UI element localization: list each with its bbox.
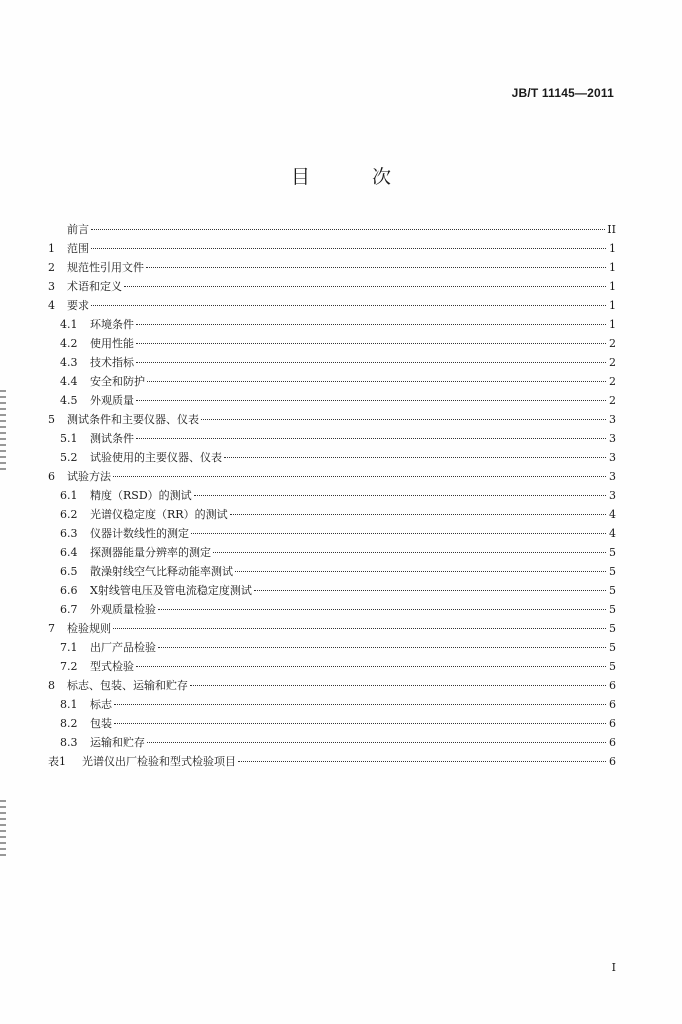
toc-leader-dots <box>136 324 606 325</box>
toc-entry-label: 安全和防护 <box>90 375 145 388</box>
toc-entry-page: 3 <box>609 470 616 483</box>
toc-entry-label: 包装 <box>90 717 112 730</box>
toc-entry[interactable] <box>48 657 616 676</box>
toc-entry-page: 2 <box>609 356 616 369</box>
toc-entry-number: 4.4 <box>60 375 78 388</box>
toc-entry-number: 1 <box>48 242 55 255</box>
toc-entry-number: 4 <box>48 299 55 312</box>
toc-entry-number: 6.7 <box>60 603 78 616</box>
toc-entry[interactable] <box>48 429 616 448</box>
toc-entry-label: X射线管电压及管电流稳定度测试 <box>90 584 252 597</box>
toc-entry[interactable] <box>48 258 616 277</box>
toc-entry[interactable] <box>48 372 616 391</box>
toc-leader-dots <box>91 229 605 230</box>
toc-entry-number: 5.2 <box>60 451 78 464</box>
toc-entry-label: 型式检验 <box>90 660 134 673</box>
toc-entry-label: 运输和贮存 <box>90 736 145 749</box>
toc-entry-number: 4.2 <box>60 337 78 350</box>
toc-entry[interactable] <box>48 277 616 296</box>
toc-leader-dots <box>124 286 606 287</box>
toc-entry-number: 7.2 <box>60 660 78 673</box>
standard-code: JB/T 11145—2011 <box>511 86 614 100</box>
toc-entry[interactable] <box>48 562 616 581</box>
toc-entry-page: 2 <box>609 337 616 350</box>
toc-entry[interactable] <box>48 505 616 524</box>
toc-entry-label: 测试条件 <box>90 432 134 445</box>
toc-entry-page: II <box>607 223 616 236</box>
toc-entry-label: 散澡射线空气比释动能率测试 <box>90 565 233 578</box>
toc-entry[interactable] <box>48 448 616 467</box>
toc-entry-page: 3 <box>609 489 616 502</box>
toc-leader-dots <box>194 495 606 496</box>
toc-entry[interactable] <box>48 220 616 239</box>
toc-leader-dots <box>158 609 606 610</box>
toc-entry-number: 6 <box>48 470 55 483</box>
toc-entry-label: 检验规则 <box>67 622 111 635</box>
toc-entry-page: 1 <box>609 280 616 293</box>
toc-leader-dots <box>114 723 606 724</box>
toc-entry-label: 规范性引用文件 <box>67 261 144 274</box>
toc-leader-dots <box>113 476 606 477</box>
toc-entry-label: 技术指标 <box>90 356 134 369</box>
toc-entry-number: 3 <box>48 280 55 293</box>
toc-entry-number: 8.2 <box>60 717 78 730</box>
toc-entry-number: 5 <box>48 413 55 426</box>
toc-entry-page: 3 <box>609 432 616 445</box>
toc-entry-number: 7.1 <box>60 641 78 654</box>
toc-leader-dots <box>91 305 606 306</box>
toc-leader-dots <box>238 761 606 762</box>
toc-leader-dots <box>136 438 606 439</box>
toc-leader-dots <box>114 704 606 705</box>
toc-entry-label: 范围 <box>67 242 89 255</box>
toc-leader-dots <box>136 343 606 344</box>
toc-entry-number: 6.2 <box>60 508 78 521</box>
toc-entry[interactable] <box>48 714 616 733</box>
toc-entry-page: 5 <box>609 603 616 616</box>
toc-entry-page: 3 <box>609 413 616 426</box>
toc-entry[interactable] <box>48 239 616 258</box>
toc-entry-label: 术语和定义 <box>67 280 122 293</box>
toc-entry-page: 2 <box>609 375 616 388</box>
toc-entry[interactable] <box>48 467 616 486</box>
toc-entry-page: 6 <box>609 698 616 711</box>
toc-leader-dots <box>158 647 606 648</box>
toc-entry-label: 探测器能量分辨率的测定 <box>90 546 211 559</box>
toc-leader-dots <box>213 552 606 553</box>
toc-entry[interactable] <box>48 353 616 372</box>
toc-entry[interactable] <box>48 410 616 429</box>
toc-entry-number: 6.1 <box>60 489 78 502</box>
toc-entry-page: 4 <box>609 527 616 540</box>
toc-entry-label: 标志 <box>90 698 112 711</box>
toc-entry-label: 试验方法 <box>67 470 111 483</box>
toc-entry-number: 6.4 <box>60 546 78 559</box>
toc-entry[interactable] <box>48 296 616 315</box>
toc-entry-label: 前言 <box>67 223 89 236</box>
toc-entry[interactable] <box>48 676 616 695</box>
toc-entry[interactable] <box>48 391 616 410</box>
toc-entry[interactable] <box>48 752 616 771</box>
toc-entry-label: 试验使用的主要仪器、仪表 <box>90 451 222 464</box>
toc-leader-dots <box>136 666 606 667</box>
toc-entry-label: 仪器计数线性的测定 <box>90 527 189 540</box>
toc-entry-label: 测试条件和主要仪器、仪表 <box>67 413 199 426</box>
toc-leader-dots <box>136 362 606 363</box>
toc-entry-label: 出厂产品检验 <box>90 641 156 654</box>
toc-entry-page: 5 <box>609 584 616 597</box>
toc-entry-number: 6.3 <box>60 527 78 540</box>
toc-entry-number: 8 <box>48 679 55 692</box>
toc-entry[interactable] <box>48 524 616 543</box>
toc-entry-page: 1 <box>609 299 616 312</box>
toc-entry[interactable] <box>48 315 616 334</box>
toc-leader-dots <box>147 742 606 743</box>
toc-leader-dots <box>91 248 606 249</box>
toc-entry-number: 7 <box>48 622 55 635</box>
toc-entry-number: 4.5 <box>60 394 78 407</box>
toc-entry[interactable] <box>48 733 616 752</box>
toc-entry-number: 4.3 <box>60 356 78 369</box>
toc-leader-dots <box>146 267 606 268</box>
toc-entry-page: 6 <box>609 755 616 768</box>
toc-entry-page: 2 <box>609 394 616 407</box>
toc-entry-number: 8.3 <box>60 736 78 749</box>
toc-entry-page: 1 <box>609 318 616 331</box>
toc-leader-dots <box>136 400 606 401</box>
toc-entry[interactable] <box>48 581 616 600</box>
page-number: I <box>611 961 616 974</box>
toc-entry-label: 精度（RSD）的测试 <box>90 489 192 502</box>
toc-entry-label: 光谱仪稳定度（RR）的测试 <box>90 508 228 521</box>
toc-entry-page: 3 <box>609 451 616 464</box>
toc-leader-dots <box>230 514 606 515</box>
toc-entry-number: 5.1 <box>60 432 78 445</box>
toc-entry-page: 5 <box>609 565 616 578</box>
toc-entry-page: 5 <box>609 622 616 635</box>
scan-edge-mark <box>0 800 6 860</box>
toc-entry-page: 1 <box>609 242 616 255</box>
toc-entry-number: 6.6 <box>60 584 78 597</box>
toc-entry-page: 6 <box>609 679 616 692</box>
toc-leader-dots <box>224 457 606 458</box>
toc-entry[interactable] <box>48 638 616 657</box>
toc-entry-number: 2 <box>48 261 55 274</box>
toc-leader-dots <box>191 533 606 534</box>
toc-entry[interactable] <box>48 619 616 638</box>
toc-entry-number: 4.1 <box>60 318 78 331</box>
toc-entry[interactable] <box>48 695 616 714</box>
toc-entry-page: 6 <box>609 717 616 730</box>
toc-entry-label: 外观质量 <box>90 394 134 407</box>
page-title: 目 次 <box>290 166 420 188</box>
toc-leader-dots <box>254 590 606 591</box>
toc-entry-label: 标志、包装、运输和贮存 <box>67 679 188 692</box>
toc-entry-label: 环境条件 <box>90 318 134 331</box>
toc-entry-page: 1 <box>609 261 616 274</box>
toc-entry-label: 外观质量检验 <box>90 603 156 616</box>
toc-entry-page: 5 <box>609 641 616 654</box>
toc-entry-label: 使用性能 <box>90 337 134 350</box>
toc-entry-label: 要求 <box>67 299 89 312</box>
toc-leader-dots <box>190 685 606 686</box>
toc-entry-number: 表1 <box>48 755 66 768</box>
toc-leader-dots <box>147 381 606 382</box>
toc-entry-page: 5 <box>609 546 616 559</box>
toc-entry[interactable] <box>48 600 616 619</box>
toc-entry[interactable] <box>48 543 616 562</box>
toc-entry-label: 光谱仪出厂检验和型式检验项目 <box>82 755 236 768</box>
toc-entry-number: 6.5 <box>60 565 78 578</box>
toc-entry-page: 6 <box>609 736 616 749</box>
toc-leader-dots <box>235 571 606 572</box>
scan-edge-mark <box>0 390 6 470</box>
toc-entry-page: 5 <box>609 660 616 673</box>
toc-leader-dots <box>113 628 606 629</box>
toc-entry-number: 8.1 <box>60 698 78 711</box>
toc-entry[interactable] <box>48 486 616 505</box>
table-of-contents <box>48 220 616 771</box>
toc-entry[interactable] <box>48 334 616 353</box>
toc-entry-page: 4 <box>609 508 616 521</box>
toc-leader-dots <box>201 419 606 420</box>
